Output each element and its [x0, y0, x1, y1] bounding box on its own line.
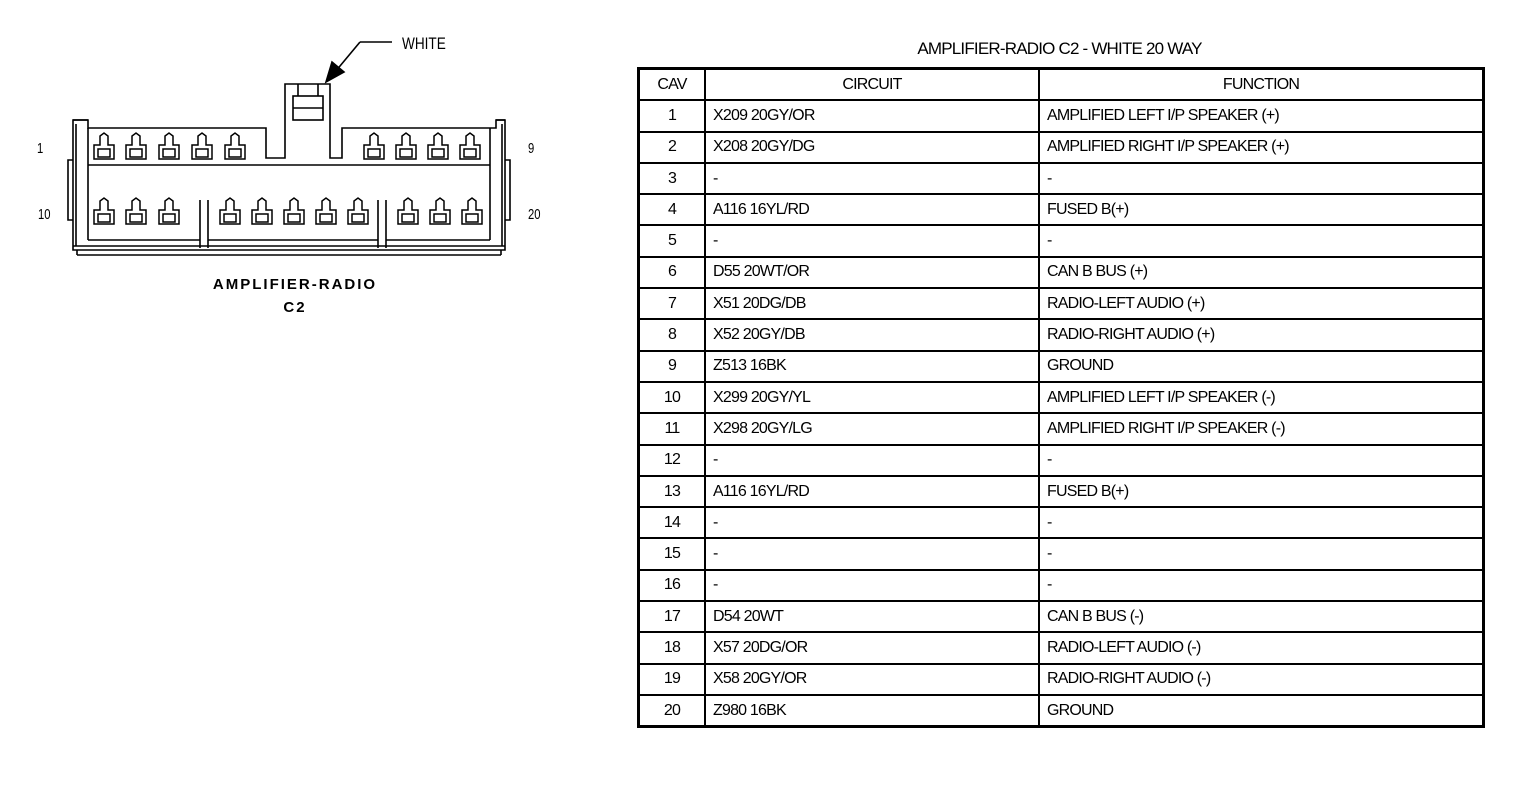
cell-cav: 12 [639, 445, 706, 476]
connector-name: AMPLIFIER-RADIO [212, 276, 378, 293]
cell-function: - [1039, 225, 1484, 256]
table-header-row [639, 69, 1484, 101]
cell-circuit: - [705, 570, 1039, 601]
terminal-cavity-7 [396, 133, 416, 159]
table-row [639, 695, 1484, 727]
header-function: FUNCTION [1039, 69, 1484, 101]
table-row [639, 632, 1484, 663]
table-row [639, 507, 1484, 538]
table-row [639, 100, 1484, 131]
cell-circuit: - [705, 225, 1039, 256]
cell-cav: 19 [639, 664, 706, 695]
cell-cav: 16 [639, 570, 706, 601]
cell-circuit: X51 20DG/DB [705, 288, 1039, 319]
cell-function: AMPLIFIED LEFT I/P SPEAKER (-) [1039, 382, 1484, 413]
cell-function: CAN B BUS (+) [1039, 257, 1484, 288]
terminal-cavity-2 [126, 133, 146, 159]
table-row [639, 319, 1484, 350]
cell-circuit: A116 16YL/RD [705, 194, 1039, 225]
header-circuit: CIRCUIT [705, 69, 1039, 101]
pinout-table [637, 67, 1485, 728]
cell-circuit: X299 20GY/YL [705, 382, 1039, 413]
terminal-cavity-17 [348, 198, 368, 224]
terminal-cavity-19 [430, 198, 450, 224]
cell-function: - [1039, 507, 1484, 538]
cell-circuit: D54 20WT [705, 601, 1039, 632]
cell-cav: 8 [639, 319, 706, 350]
terminal-cavity-5 [225, 133, 245, 159]
terminal-cavity-12 [159, 198, 179, 224]
terminal-cavity-3 [159, 133, 179, 159]
cell-function: AMPLIFIED LEFT I/P SPEAKER (+) [1039, 100, 1484, 131]
table-row [639, 382, 1484, 413]
terminal-cavity-10 [94, 198, 114, 224]
table-row [639, 163, 1484, 194]
table-title: AMPLIFIER-RADIO C2 - WHITE 20 WAY [917, 39, 1202, 58]
terminal-cavity-9 [460, 133, 480, 159]
cell-function: FUSED B(+) [1039, 476, 1484, 507]
table-row [639, 445, 1484, 476]
cell-cav: 6 [639, 257, 706, 288]
terminal-cavity-20 [462, 198, 482, 224]
cell-circuit: X208 20GY/DG [705, 132, 1039, 163]
cell-cav: 11 [639, 413, 706, 444]
table-row [639, 570, 1484, 601]
cell-function: - [1039, 163, 1484, 194]
cell-cav: 1 [639, 100, 706, 131]
cell-cav: 4 [639, 194, 706, 225]
cell-circuit: - [705, 163, 1039, 194]
cell-circuit: X298 20GY/LG [705, 413, 1039, 444]
connector-color-callout: WHITE [402, 34, 446, 53]
cell-cav: 3 [639, 163, 706, 194]
cell-circuit: A116 16YL/RD [705, 476, 1039, 507]
terminal-cavity-18 [398, 198, 418, 224]
cell-circuit: - [705, 538, 1039, 569]
table-row [639, 257, 1484, 288]
cell-cav: 7 [639, 288, 706, 319]
cell-cav: 20 [639, 695, 706, 727]
cell-circuit: X52 20GY/DB [705, 319, 1039, 350]
terminal-cavity-11 [126, 198, 146, 224]
cell-function: - [1039, 445, 1484, 476]
table-row [639, 601, 1484, 632]
table-row [639, 194, 1484, 225]
pin-label-20: 20 [528, 206, 541, 223]
cell-function: RADIO-LEFT AUDIO (+) [1039, 288, 1484, 319]
pin-label-10: 10 [38, 206, 51, 223]
terminal-cavity-15 [284, 198, 304, 224]
cell-circuit: X209 20GY/OR [705, 100, 1039, 131]
table-row [639, 476, 1484, 507]
cell-cav: 13 [639, 476, 706, 507]
cell-cav: 9 [639, 351, 706, 382]
cell-function: - [1039, 570, 1484, 601]
table-row [639, 538, 1484, 569]
terminal-cavity-6 [364, 133, 384, 159]
cell-cav: 15 [639, 538, 706, 569]
cell-cav: 2 [639, 132, 706, 163]
cell-function: CAN B BUS (-) [1039, 601, 1484, 632]
terminal-cavity-4 [192, 133, 212, 159]
cell-cav: 14 [639, 507, 706, 538]
table-row [639, 225, 1484, 256]
cell-function: RADIO-RIGHT AUDIO (-) [1039, 664, 1484, 695]
connector-body-outline [73, 84, 505, 250]
cell-circuit: - [705, 507, 1039, 538]
header-cav: CAV [639, 69, 706, 101]
table-row [639, 413, 1484, 444]
cell-cav: 18 [639, 632, 706, 663]
table-row [639, 664, 1484, 695]
terminal-cavity-1 [94, 133, 114, 159]
table-row [639, 132, 1484, 163]
cell-function: AMPLIFIED RIGHT I/P SPEAKER (+) [1039, 132, 1484, 163]
cell-circuit: X57 20DG/OR [705, 632, 1039, 663]
terminal-cavity-16 [316, 198, 336, 224]
cell-cav: 5 [639, 225, 706, 256]
terminal-cavity-13 [220, 198, 240, 224]
cell-circuit: Z513 16BK [705, 351, 1039, 382]
cell-function: RADIO-RIGHT AUDIO (+) [1039, 319, 1484, 350]
cell-circuit: D55 20WT/OR [705, 257, 1039, 288]
cell-function: FUSED B(+) [1039, 194, 1484, 225]
table-row [639, 351, 1484, 382]
cell-function: GROUND [1039, 695, 1484, 727]
cell-function: GROUND [1039, 351, 1484, 382]
cell-circuit: - [705, 445, 1039, 476]
cell-circuit: Z980 16BK [705, 695, 1039, 727]
cell-function: RADIO-LEFT AUDIO (-) [1039, 632, 1484, 663]
terminal-cavity-14 [252, 198, 272, 224]
pin-label-1: 1 [37, 140, 44, 157]
connector-id: C2 [283, 299, 307, 316]
pin-label-9: 9 [528, 140, 535, 157]
cell-cav: 17 [639, 601, 706, 632]
table-row [639, 288, 1484, 319]
terminal-cavities [94, 133, 482, 224]
cell-cav: 10 [639, 382, 706, 413]
cell-circuit: X58 20GY/OR [705, 664, 1039, 695]
cell-function: - [1039, 538, 1484, 569]
terminal-cavity-8 [428, 133, 448, 159]
cell-function: AMPLIFIED RIGHT I/P SPEAKER (-) [1039, 413, 1484, 444]
